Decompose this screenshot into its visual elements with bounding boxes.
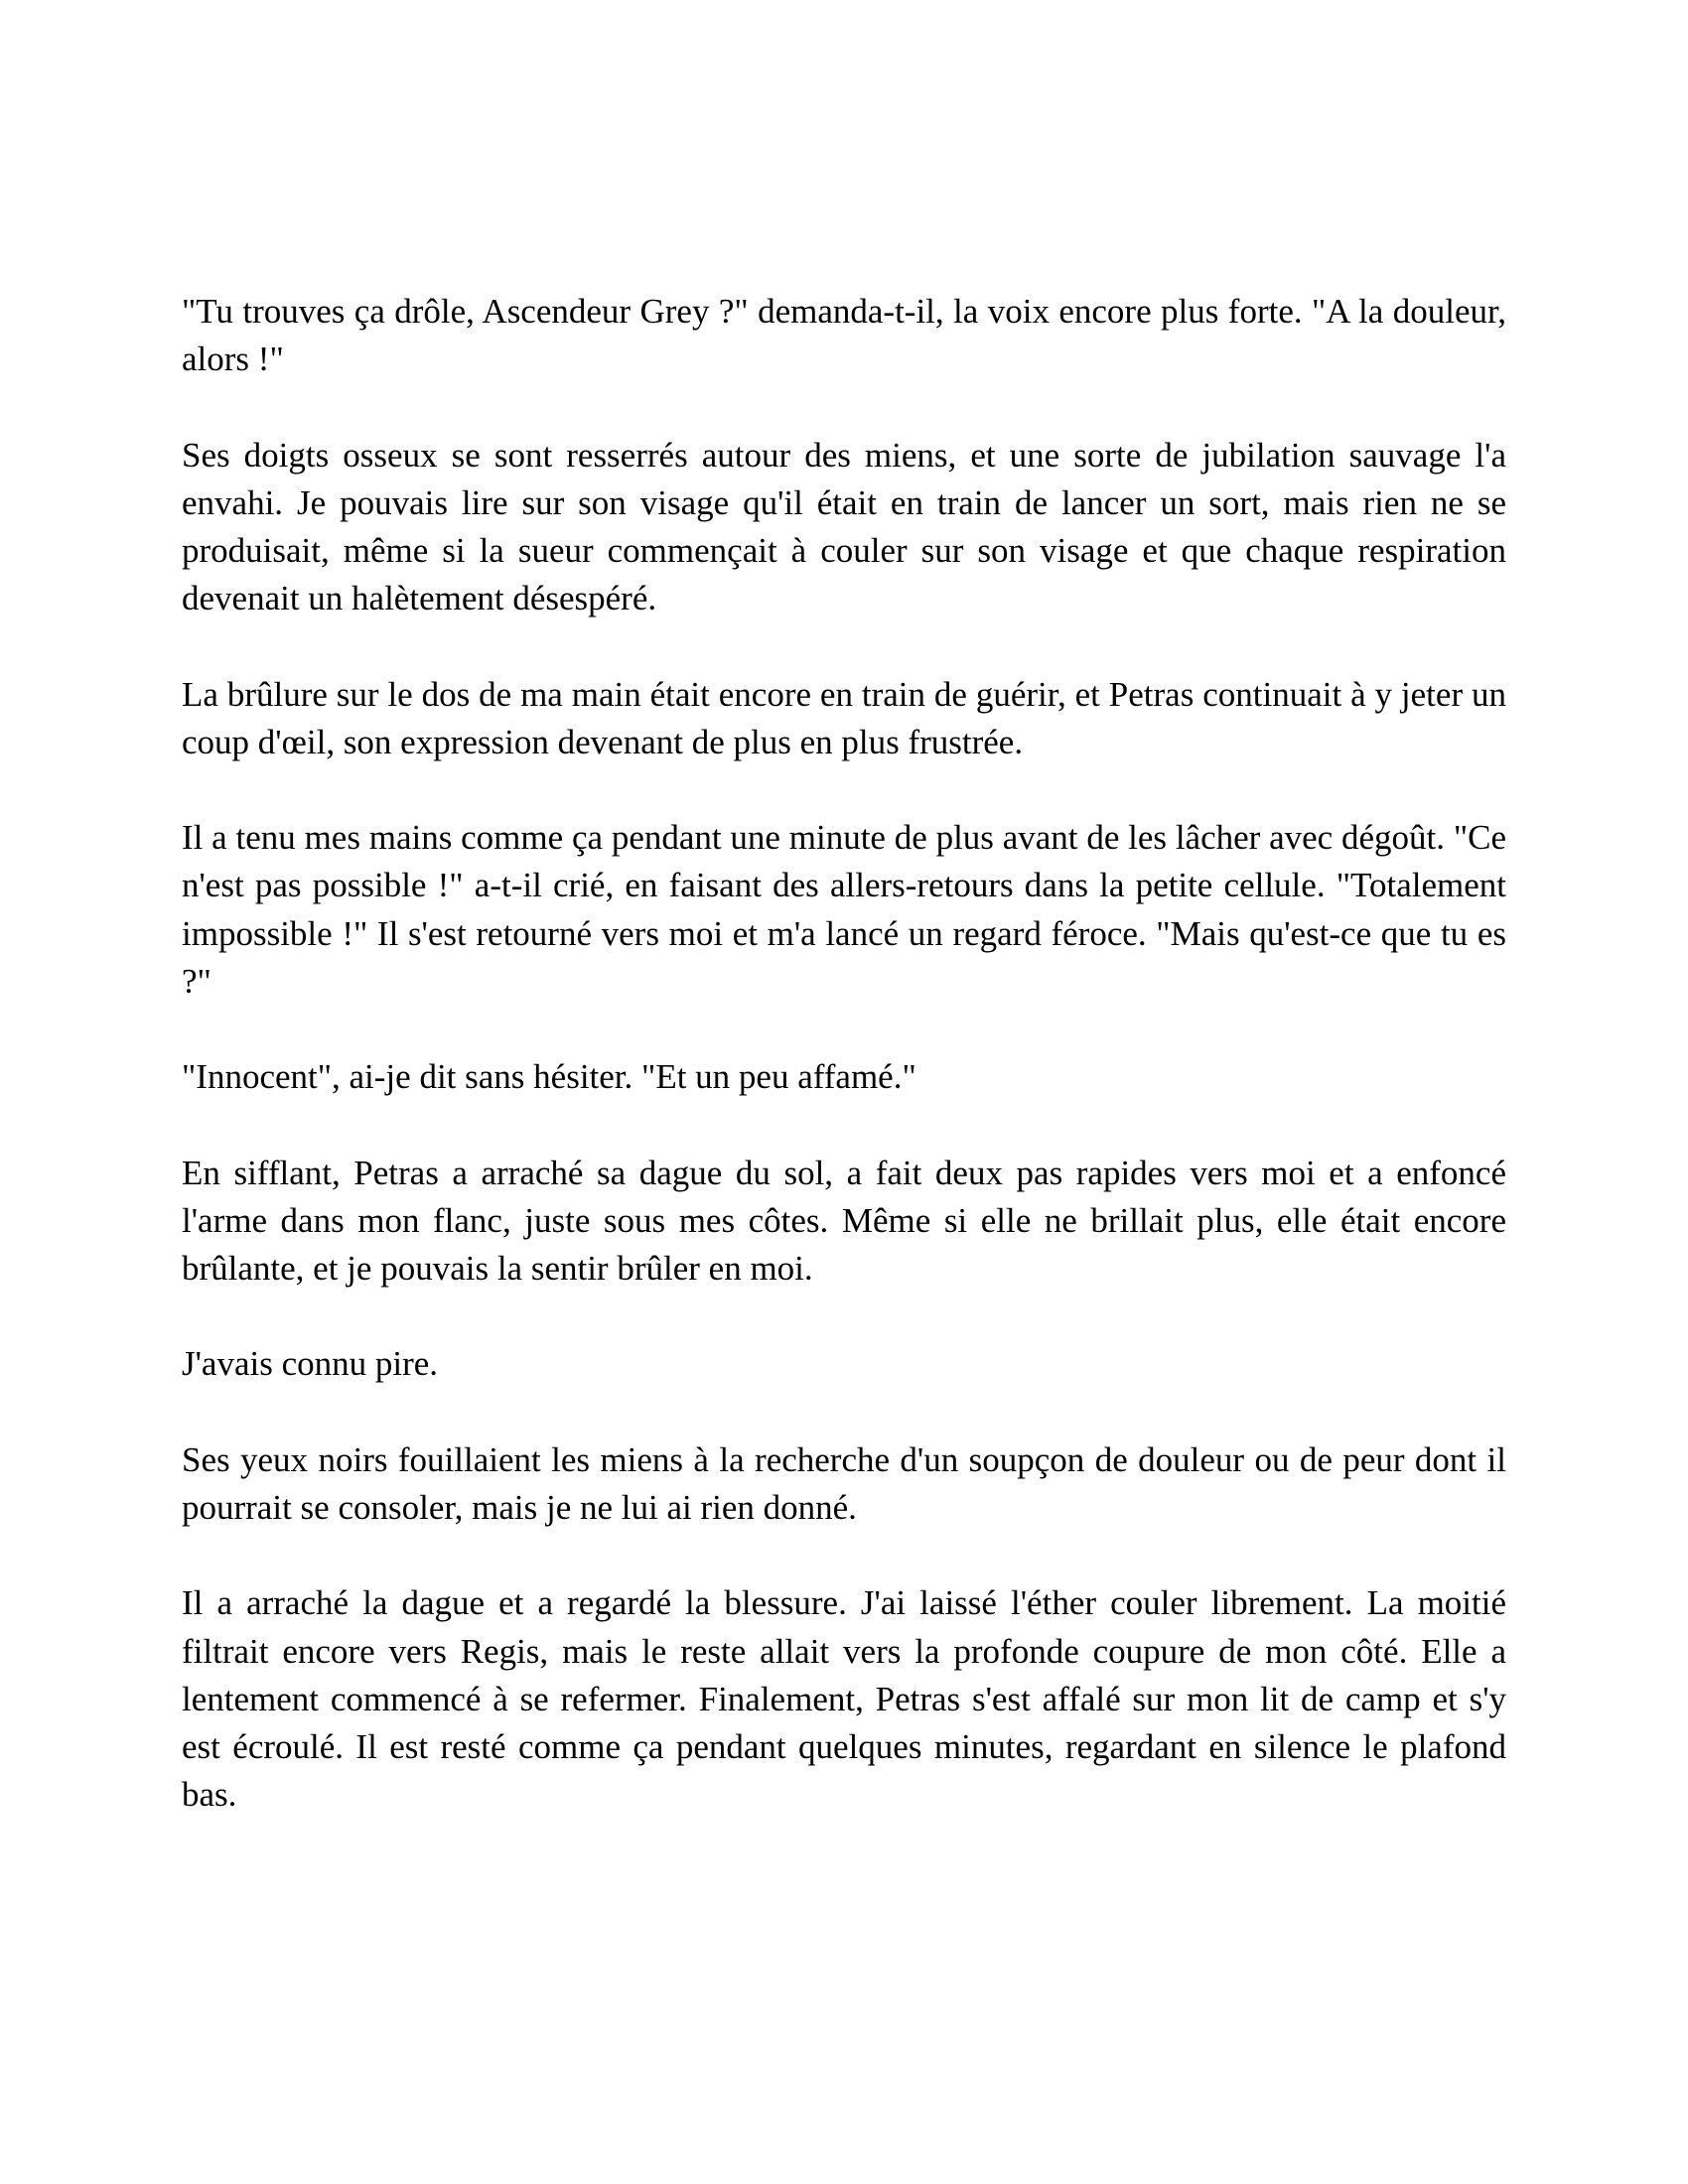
paragraph-8: Ses yeux noirs fouillaient les miens à la recherche d'un soupçon de douleur ou de peur dont il pourrait se consoler, mais je ne lui ai rien donné.	[182, 1439, 1506, 1527]
paragraph-5: "Innocent", ai-je dit sans hésiter. "Et un peu affamé."	[182, 1057, 916, 1097]
paragraph-7: J'avais connu pire.	[182, 1344, 439, 1384]
paragraph-2: Ses doigts osseux se sont resserrés autour des miens, et une sorte de jubilation sauvage l'a envahi. Je pouvais lire sur son visage qu'il était en train de lancer un sort, mais rien ne se produisait, même si la sueur commençait à couler sur son visage et que chaque respiration devenait un halètement désespéré.	[182, 435, 1506, 618]
paragraph-4: Il a tenu mes mains comme ça pendant une minute de plus avant de les lâcher avec dégoût. "Ce n'est pas possible !" a-t-il crié, en faisant des allers-retours dans la petite cellule. "Totalement impossible !" Il s'est retourné vers moi et m'a lancé un regard féroce. "Mais qu'est-ce que tu es ?"	[182, 818, 1506, 1001]
paragraph-1: "Tu trouves ça drôle, Ascendeur Grey ?" demanda-t-il, la voix encore plus forte. "A la douleur, alors !"	[182, 292, 1506, 379]
paragraph-9: Il a arraché la dague et a regardé la blessure. J'ai laissé l'éther couler librement. La moitié filtrait encore vers Regis, mais le reste allait vers la profonde coupure de mon côté. Elle a lentement commencé à se refermer. Finalement, Petras s'est affalé sur mon lit de camp et s'y est écroulé. Il est resté comme ça pendant quelques minutes, regardant en silence le plafond bas.	[182, 1583, 1506, 1815]
document-page	[182, 288, 1506, 1867]
paragraph-6: En sifflant, Petras a arraché sa dague du sol, a fait deux pas rapides vers moi et a enfoncé l'arme dans mon flanc, juste sous mes côtes. Même si elle ne brillait plus, elle était encore brûlante, et je pouvais la sentir brûler en moi.	[182, 1153, 1506, 1288]
paragraph-3: La brûlure sur le dos de ma main était encore en train de guérir, et Petras continuait à y jeter un coup d'œil, son expression devenant de plus en plus frustrée.	[182, 674, 1506, 761]
